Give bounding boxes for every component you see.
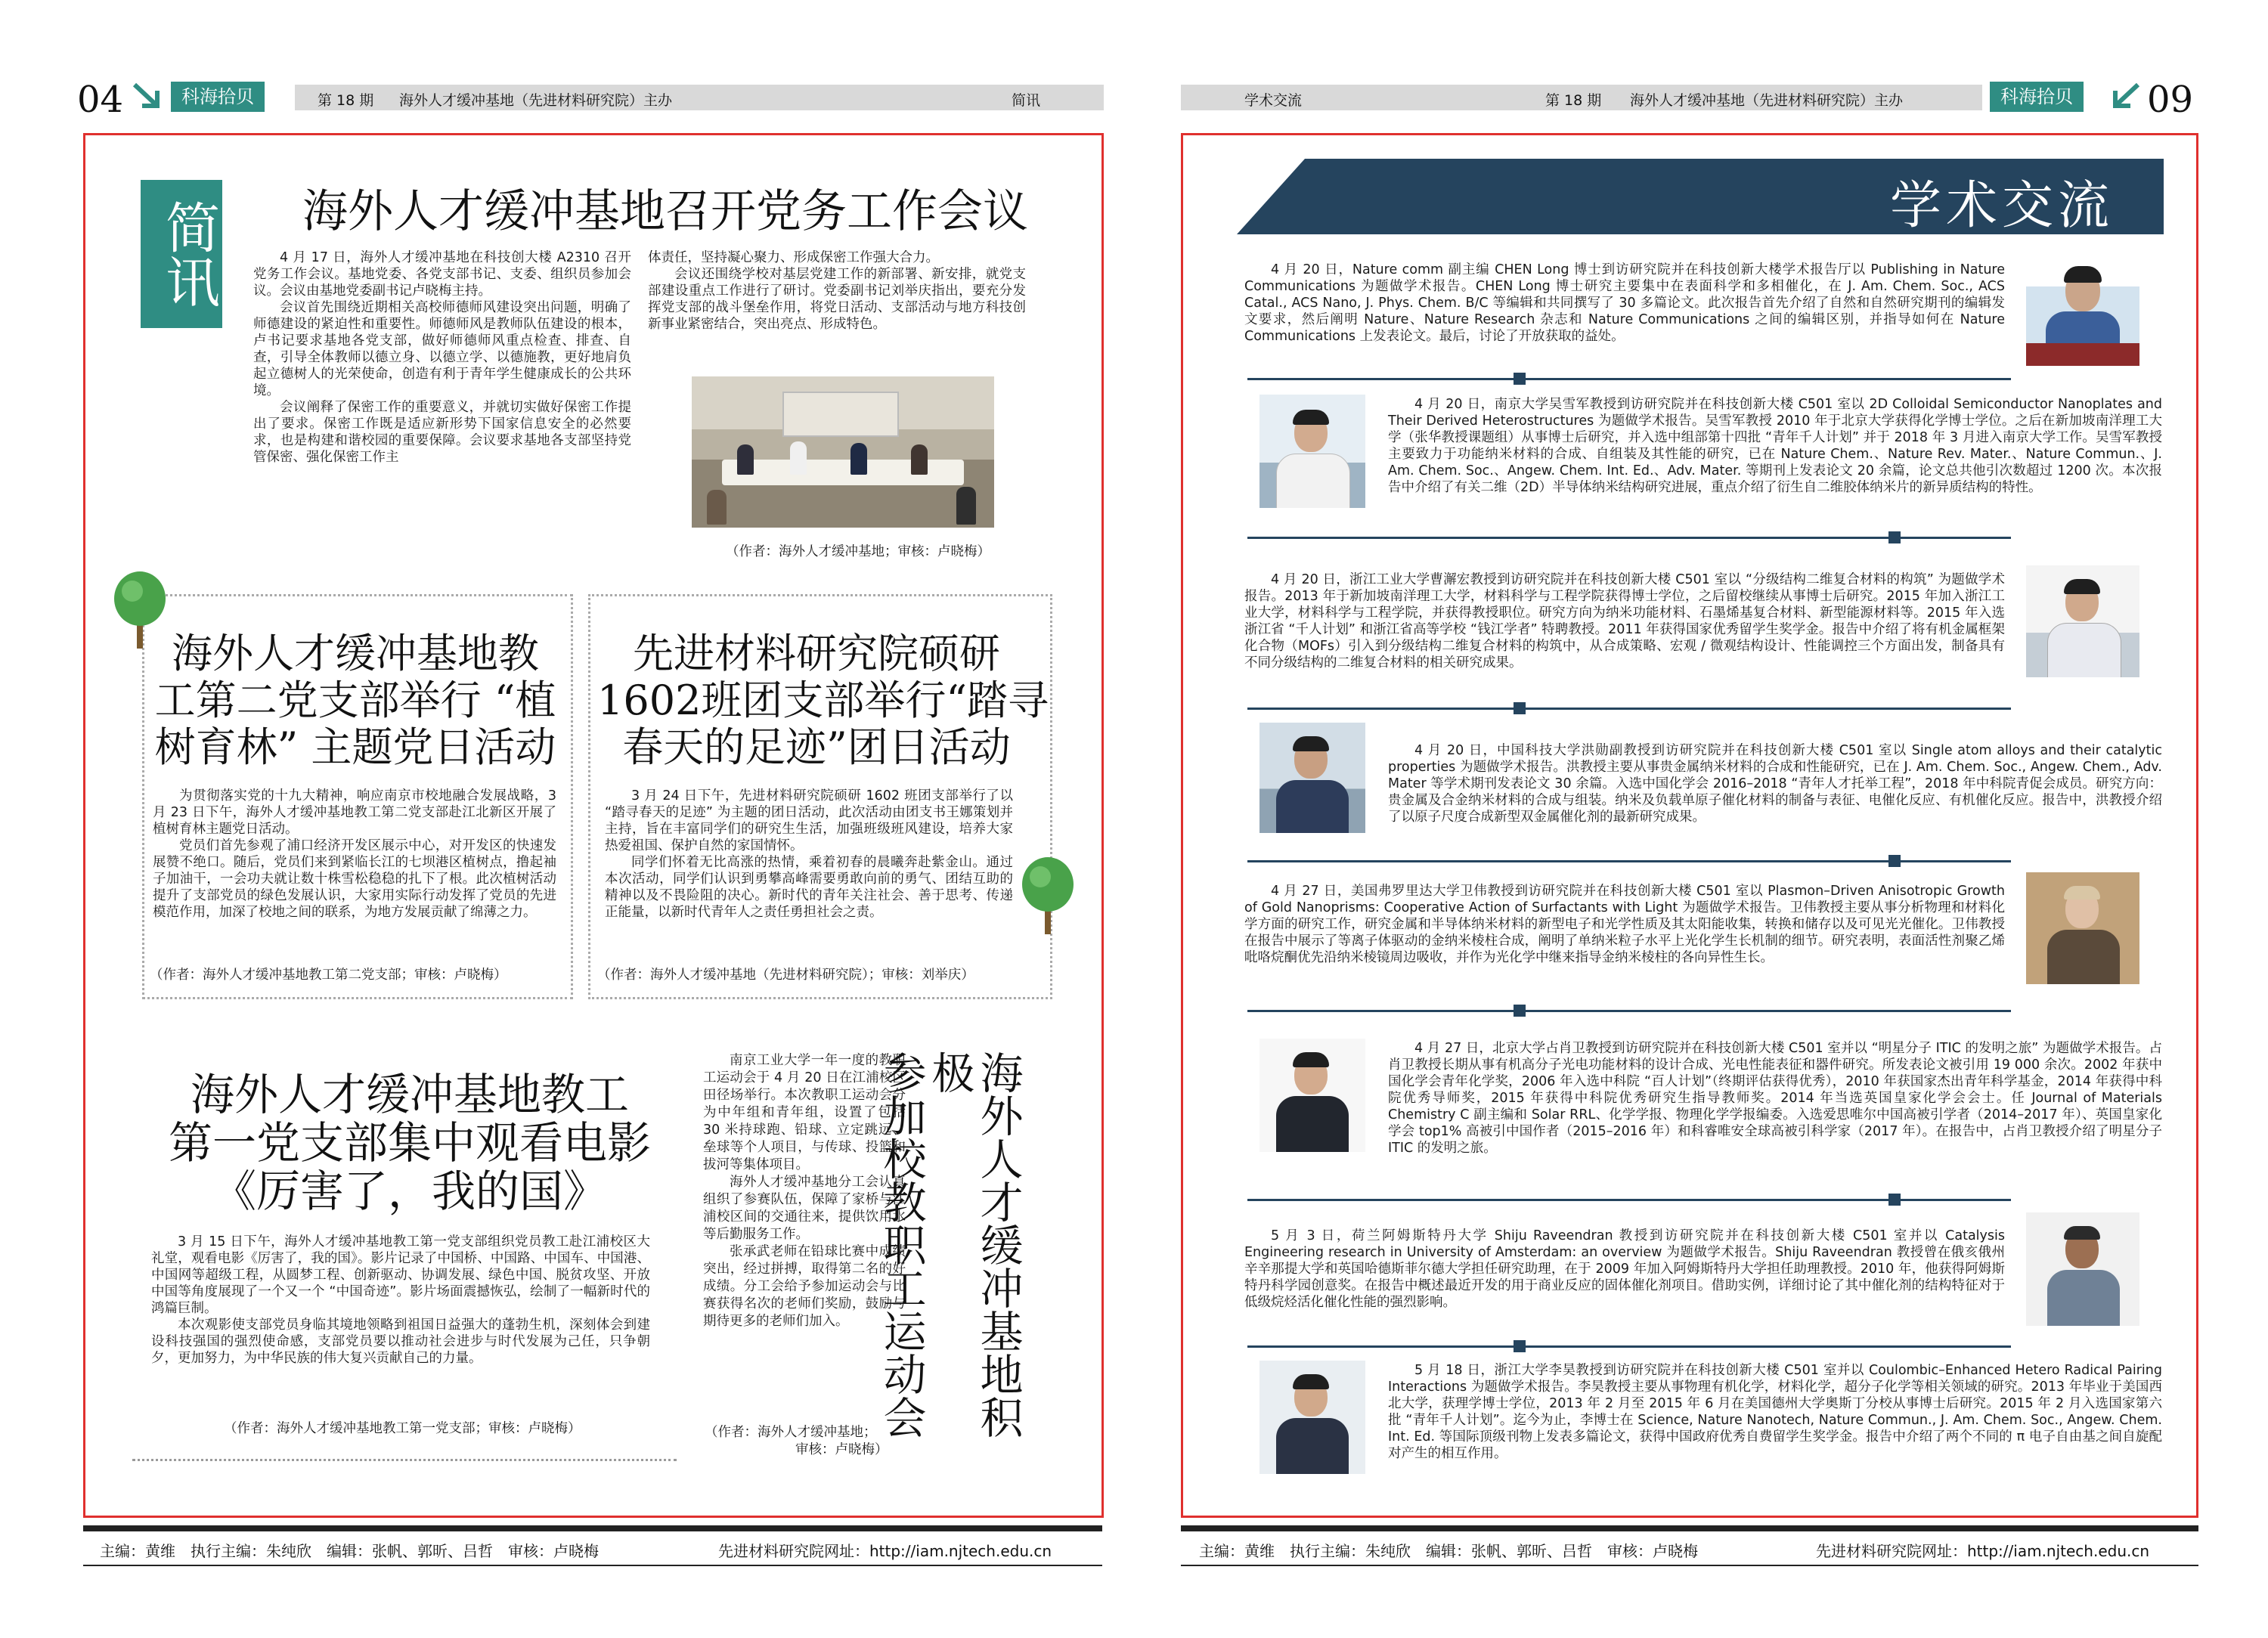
report-entry (1388, 1362, 2162, 1462)
paragraph: 张承武老师在铅球比赛中成绩突出，经过拼搏，取得第二名的好成绩。分工会给予参加运动会与比赛获得名次的老师们奖励，鼓励与期待更多的老师们加入。 (703, 1244, 906, 1329)
speaker-photo (1259, 395, 1365, 508)
header-host: 海外人才缓冲基地（先进材料研究院）主办 (399, 92, 673, 109)
paragraph: 会议还围绕学校对基层党建工作的新部署、新安排，就党支部建设重点工作进行了研讨。党委副书记刘举庆指出，要充分发挥党支部的战斗堡垒作用，将党日活动、支部活动与地方科技创新事业紧密结合，突出亮点、形成特色。 (648, 267, 1026, 332)
separator-marker (1888, 855, 1901, 867)
entry-text: 5 月 3 日，荷兰阿姆斯特丹大学 Shiju Raveendran 教授到访研究院并在科技创新大楼 C501 室并以 Catalysis Engineering research in University of Amsterdam: an overview 为题做学术报告。Shiju Raveendran 教授曾在俄亥俄州辛辛那提大学和英国哈德斯菲尔德大学担任研究助理，在于 2009 年加入阿姆斯特丹大学担任助理教授。2010 年，他获得阿姆斯特丹科学园创意奖。在报告中概述最近开发的用于商业反应的固体催化剂项目。借助实例，详细讨论了其中催化剂的结构特征对于低级烷烃活化催化性能的强烈影响。 (1244, 1228, 2005, 1310)
article3-title (597, 630, 1049, 771)
article5-body (703, 1052, 906, 1330)
separator (1247, 1345, 2011, 1348)
separator (1247, 378, 2011, 380)
speaker-photo (1259, 1039, 1365, 1152)
paragraph: 会议阐释了保密工作的重要意义，并就切实做好保密工作提出了要求。保密工作既是适应新形势下国家信息安全的必然要求，也是构建和谐校园的重要保障。会议要求基地各支部坚持党管保密、强化保密工作主 (253, 400, 631, 465)
title-line: 海外人才缓冲基地教 (172, 630, 539, 677)
header-section: 学术交流 (1244, 92, 1303, 109)
footer-website: 先进材料研究院网址：http://iam.njtech.edu.cn (1816, 1542, 2150, 1560)
footer-line (1181, 1565, 2198, 1566)
header-section: 简讯 (1012, 92, 1041, 109)
column-logo: 科海拾贝 (1990, 82, 2084, 112)
title-line: 第一党支部集中观看电影 (168, 1117, 651, 1169)
speaker-photo (2026, 252, 2139, 366)
entry-text: 4 月 27 日，美国弗罗里达大学卫伟教授到访研究院并在科技创新大楼 C501 室以 Plasmon–Driven Anisotropic Growth of Gold Nanoprisms: Cooperative Action of Surfactants with Light 为题做学术报告。卫伟教授主要从事分析物理和材料化学方面的研究工作，研究金属和半导体纳米材料的新型电子和光学性质及其太阳能收集，转换和储存以及可见光光催化。卫伟教授在报告中展示了等离子体驱动的金纳米棱柱合成，阐明了单纳米粒子水平上光化学生长机制的细节。研究表明，表面活性剂聚乙烯吡咯烷酮优先沿纳米棱镜周边吸收，并作为光化学中继来指导金纳米棱柱的各向异性生长。 (1244, 884, 2005, 965)
article1-col2 (648, 249, 1026, 333)
header-issue: 第 18 期 (318, 92, 374, 109)
separator-marker (1888, 1194, 1901, 1206)
article1-title: 海外人才缓冲基地召开党务工作会议 (302, 185, 1028, 238)
byline-line: 审核：卢晓梅） (795, 1442, 888, 1457)
separator-marker (1514, 373, 1526, 385)
paragraph: 为贯彻落实党的十九大精神，响应南京市校地融合发展战略，3 月 23 日下午，海外人才缓冲基地教工第二党支部赴江北新区开展了植树育林主题党日活动。 (153, 788, 556, 837)
title-line: 树育林” 主题党日活动 (154, 723, 556, 771)
entry-text: 5 月 18 日，浙江大学李昊教授到访研究院并在科技创新大楼 C501 室并以 Coulombic–Enhanced Hetero Radical Pairing Interactions 为题做学术报告。李昊教授主要从事物理有机化学，材料化学，超分子化学等相关领域的研究。2013 年毕业于美国西北大学，获理学博士学位，2013 年 2 月至 2015 年 6 月在美国德州大学奥斯丁分校从事博士后研究。2015 年 2 月入选国家第六批 “青年千人计划”。迄今为止，李博士在 Science, Nature Nanotech, Nature Commun., J. Am. Chem. Soc., Angew. Chem. Int. Ed. 等国际顶级刊物上发表多篇论文，获得中国政府优秀自费留学生奖学金。报告中介绍了两个不同的 π 电子自由基之间自旋配对产生的相互作用。 (1388, 1363, 2162, 1461)
paragraph: 3 月 15 日下午，海外人才缓冲基地教工第一党支部组织党员教工赴江浦校区大礼堂，观看电影《厉害了，我的国》。影片记录了中国桥、中国路、中国车、中国港、中国网等超级工程，从圆梦工程、创新驱动、协调发展、绿色中国、脱贫攻坚、开放中国等角度展现了一个又一个 “中国奇迹”。影片场面震撼恢弘，绘制了一幅新时代的鸿篇巨制。 (151, 1234, 650, 1316)
title-line: 春天的足迹”团日活动 (622, 723, 1011, 771)
header-issue: 第 18 期 (1545, 92, 1602, 109)
paragraph: 体责任，坚持凝心聚力、形成保密工作强大合力。 (648, 250, 939, 265)
article1-byline: （作者：海外人才缓冲基地；审核：卢晓梅） (726, 544, 990, 559)
report-entry (1388, 742, 2162, 825)
side-label-text: 简讯 (156, 200, 220, 308)
title-line: 《厉害了，我的国》 (212, 1166, 607, 1217)
title-line: 先进材料研究院硕研 (633, 630, 1000, 677)
entry-text: 4 月 20 日，南京大学吴雪军教授到访研究院并在科技创新大楼 C501 室以 2D Colloidal Semiconductor Nanoplates and Their Derived Heterostructures 为题做学术报告。吴雪军教授 2010 年于北京大学获得化学博士学位。之后在新加坡南洋理工大学（张华教授课题组）从事博士后研究，并入选中组部第十四批 “青年千人计划” 并于 2018 年 3 月进入南京大学工作。吴雪军教授主要致力于功能纳米材料的合成、自组装及其性能的研究，已在 Nature Chem.、Nature Rev. Mater.、Nature Commun.、J. Am. Chem. Soc.、Angew. Chem. Int. Ed.、Adv. Mater. 等期刊上发表论文 20 余篇，论文总共他引次数超过 1200 次。本次报告中介绍了有关二维（2D）半导体纳米结构研究进展，重点介绍了衍生自二维胶体纳米片的新异质结构的特性。 (1388, 397, 2162, 495)
speaker-photo (2026, 1212, 2139, 1326)
article2-body (153, 788, 556, 921)
title-line: 工第二党支部举行 “植 (154, 677, 556, 724)
paragraph: 党员们首先参观了浦口经济开发区展示中心，对开发区的快速发展赞不绝口。随后，党员们来到紧临长江的七坝港区植树点，撸起袖子加油干，一会功夫就让数十株雪松稳稳的扎下了根。此次植树活动提升了支部党员的绿色发展认识，大家用实际行动发挥了党员的先进模范作用，加深了校地之间的联系，为地方发展贡献了绵薄之力。 (153, 838, 556, 920)
paragraph: 本次观影使支部党员身临其境地领略到祖国日益强大的蓬勃生机，深刻体会到建设科技强国的强烈使命感，支部党员要以推动社会进步与时代发展为己任，只争朝夕，更加努力，为中华民族的伟大复兴贡献自己的力量。 (151, 1318, 650, 1366)
report-entry (1388, 396, 2162, 496)
arrow-down-left-icon (2106, 80, 2143, 113)
article4-body (151, 1234, 650, 1367)
entry-text: 4 月 20 日，中国科技大学洪勋副教授到访研究院并在科技创新大楼 C501 室以 Single atom alloys and their catalytic properties 为题做学术报告。洪教授主要从事贵金属纳米材料的合成和性能研究，已在 J. Am. Chem. Soc., Angew. Chem., Adv. Mater 等学术期刊发表论文 30 余篇。入选中国化学会 2016–2018 “青年人才托举工程”，2018 年中科院青促会成员。研究方向：贵金属及合金纳米材料的合成与组装。纳米及负载单原子催化材料的制备与表征、电催化反应、有机催化反应。报告中，洪教授介绍了以原子尺度合成新型双金属催化剂的最新研究成果。 (1388, 743, 2162, 825)
arrow-down-right-icon (130, 80, 166, 113)
entry-text: 4 月 20 日，Nature comm 副主编 CHEN Long 博士到访研究院并在科技创新大楼学术报告厅以 Publishing in Nature Communications 为题做学术报告。CHEN Long 博士研究主要集中在表面科学和多相催化，在 J. Am. Chem. Soc., ACS Catal., ACS Nano, J. Phys. Chem. B/C 等编辑和共同撰写了 30 多篇论文。此次报告首先介绍了自然和自然研究期刊的编辑发文要求，然后阐明 Nature、Nature Research 杂志和 Nature Communications 之间的编辑区别，并指导如何在 Nature Communications 上发表论文。最后，讨论了开放获取的益处。 (1244, 262, 2005, 344)
paragraph: 南京工业大学一年一度的教职工运动会于 4 月 20 日在江浦校区田径场举行。本次教职工运动会分为中年组和青年组，设置了包括 30 米持球跑、铅球、立定跳远、垒球等个人项目，与传球、投篮和拔河等集体项目。 (703, 1053, 906, 1172)
meeting-photo (692, 376, 994, 528)
speaker-photo (2026, 565, 2139, 677)
separator-marker (1514, 1005, 1526, 1017)
speaker-photo (2026, 872, 2139, 984)
header-host: 海外人才缓冲基地（先进材料研究院）主办 (1630, 92, 1904, 109)
report-entry (1388, 1040, 2162, 1157)
entry-text: 4 月 20 日，浙江工业大学曹澥宏教授到访研究院并在科技创新大楼 C501 室以 “分级结构二维复合材料的构筑” 为题做学术报告。2013 年于新加坡南洋理工大学，材料科学与工程学院获得博士学位，之后留校继续从事博士后研究。2015 年加入浙江工业大学，材料科学与工程学院，并获得教授职位。研究方向为纳米功能材料、石墨烯基复合材料、新型能源材料等。2015 年入选浙江省 “千人计划” 和浙江省高等学校 “钱江学者” 特聘教授。2011 年获得国家优秀留学生奖学金。报告中介绍了将有机金属框架化合物（MOFs）引入到分级结构二维复合材料的构筑中，从合成策略、宏观 / 微观结构设计、性能调控三个方面出发，制备具有不同分级结构的二维复合材料的相关研究成果。 (1244, 572, 2005, 670)
footer-editors: 主编：黄维 执行主编：朱纯欣 编辑：张帆、郭昕、吕哲 审核：卢晓梅 (100, 1542, 599, 1560)
speaker-photo (1259, 723, 1365, 833)
article2-byline: （作者：海外人才缓冲基地教工第二党支部；审核：卢晓梅） (150, 968, 507, 983)
column-logo: 科海拾贝 (171, 82, 265, 112)
title-line: 海外人才缓冲基地教工 (190, 1069, 629, 1120)
paragraph: 同学们怀着无比高涨的热情，乘着初春的晨曦奔赴紫金山。通过本次活动，同学们认识到勇攀高峰需要勇敢向前的勇气、团结互助的精神以及不畏险阻的决心。新时代的青年关注社会、善于思考、传递正能量，以新时代青年人之责任勇担社会之责。 (605, 855, 1013, 920)
footer-bar (83, 1525, 1102, 1531)
article5-byline (705, 1424, 888, 1459)
title-line: 1602班团支部举行“踏寻 (597, 677, 1049, 724)
footer-bar (1181, 1525, 2198, 1531)
title-line: 海外人才缓冲基地积极 (925, 1051, 1023, 1438)
divider (132, 1459, 677, 1461)
speaker-photo (1259, 1361, 1365, 1474)
tree-icon (1018, 854, 1078, 937)
footer-editors: 主编：黄维 执行主编：朱纯欣 编辑：张帆、郭昕、吕哲 审核：卢晓梅 (1199, 1542, 1698, 1560)
article2-title (151, 630, 559, 771)
report-entry (1244, 571, 2005, 671)
article5-title (876, 1051, 1023, 1474)
article1-col1 (253, 249, 631, 466)
section-side-label (141, 180, 222, 328)
separator (1247, 708, 2011, 710)
entry-text: 4 月 27 日，北京大学占肖卫教授到访研究院并在科技创新大楼 C501 室并以 “明星分子 ITIC 的发明之旅” 为题做学术报告。占肖卫教授长期从事有机高分子光电功能材料的设计合成、光电性能表征和器件研究。所发表论文被引用 19 000 余次。2002 年获中国化学会青年化学奖，2006 年入选中科院 “百人计划”（终期评估获得优秀），2010 年获国家杰出青年科学基金，2014 年获得中科院优秀导师奖，2015 年获得中科院优秀研究生指导教师奖。2014 年当选英国皇家化学会会士。任 Journal of Materials Chemistry C 副主编和 Solar RRL、化学学报、物理化学学报编委。入选爱思唯尔中国高被引学者（2014–2017 年）、英国皇家化学会 top1% 高被引中国作者（2015–2016 年）和科睿唯安全球高被引科学家（2017 年）。在报告中，占肖卫教授介绍了明星分子 ITIC 的发明之旅。 (1388, 1041, 2162, 1156)
separator-marker (1514, 1340, 1526, 1352)
page-number: 04 (77, 79, 124, 121)
paragraph: 会议首先围绕近期相关高校师德师风建设突出问题，明确了师德建设的紧迫性和重要性。师德师风是教师队伍建设的根本，卢书记要求基地各党支部，做好师德师风重点检查、排查、自查，引导全体教师以德立身、以德立学、以德施教，更好地肩负起立德树人的光荣使命，创造有利于青年学生健康成长的公共环境。 (253, 300, 631, 398)
article3-byline: （作者：海外人才缓冲基地（先进材料研究院）；审核：刘举庆） (597, 968, 974, 983)
article3-body (605, 788, 1013, 921)
report-entry (1244, 262, 2005, 345)
article4-byline: （作者：海外人才缓冲基地教工第一党支部；审核：卢晓梅） (224, 1421, 581, 1436)
footer-website: 先进材料研究院网址：http://iam.njtech.edu.cn (718, 1542, 1052, 1560)
paragraph: 海外人才缓冲基地分工会认真组织了参赛队伍，保障了家桥与江浦校区间的交通往来，提供饮用水等后勤服务工作。 (703, 1175, 906, 1242)
report-entry (1244, 1228, 2005, 1311)
title-line: 参加校教职工运动会 (876, 1051, 926, 1438)
article4-title (145, 1070, 674, 1215)
footer-line (83, 1565, 1102, 1566)
page-number: 09 (2147, 79, 2194, 121)
paragraph: 4 月 17 日，海外人才缓冲基地在科技创大楼 A2310 召开党务工作会议。基地党委、各党支部书记、支委、组织员参加会议。会议由基地党委副书记卢晓梅主持。 (253, 250, 631, 299)
separator (1247, 1010, 2011, 1012)
report-entry (1244, 883, 2005, 966)
separator-marker (1888, 531, 1901, 543)
separator-marker (1514, 702, 1526, 714)
byline-line: （作者：海外人才缓冲基地； (705, 1425, 877, 1440)
paragraph: 3 月 24 日下午，先进材料研究院硕研 1602 班团支部举行了以 “踏寻春天的足迹” 为主题的团日活动，此次活动由团支书王娜策划并主持，旨在丰富同学们的研究生生活，加强班级班风建设，培养大家热爱祖国、保护自然的家国情怀。 (605, 788, 1013, 853)
banner-title: 学术交流 (1890, 176, 2115, 236)
